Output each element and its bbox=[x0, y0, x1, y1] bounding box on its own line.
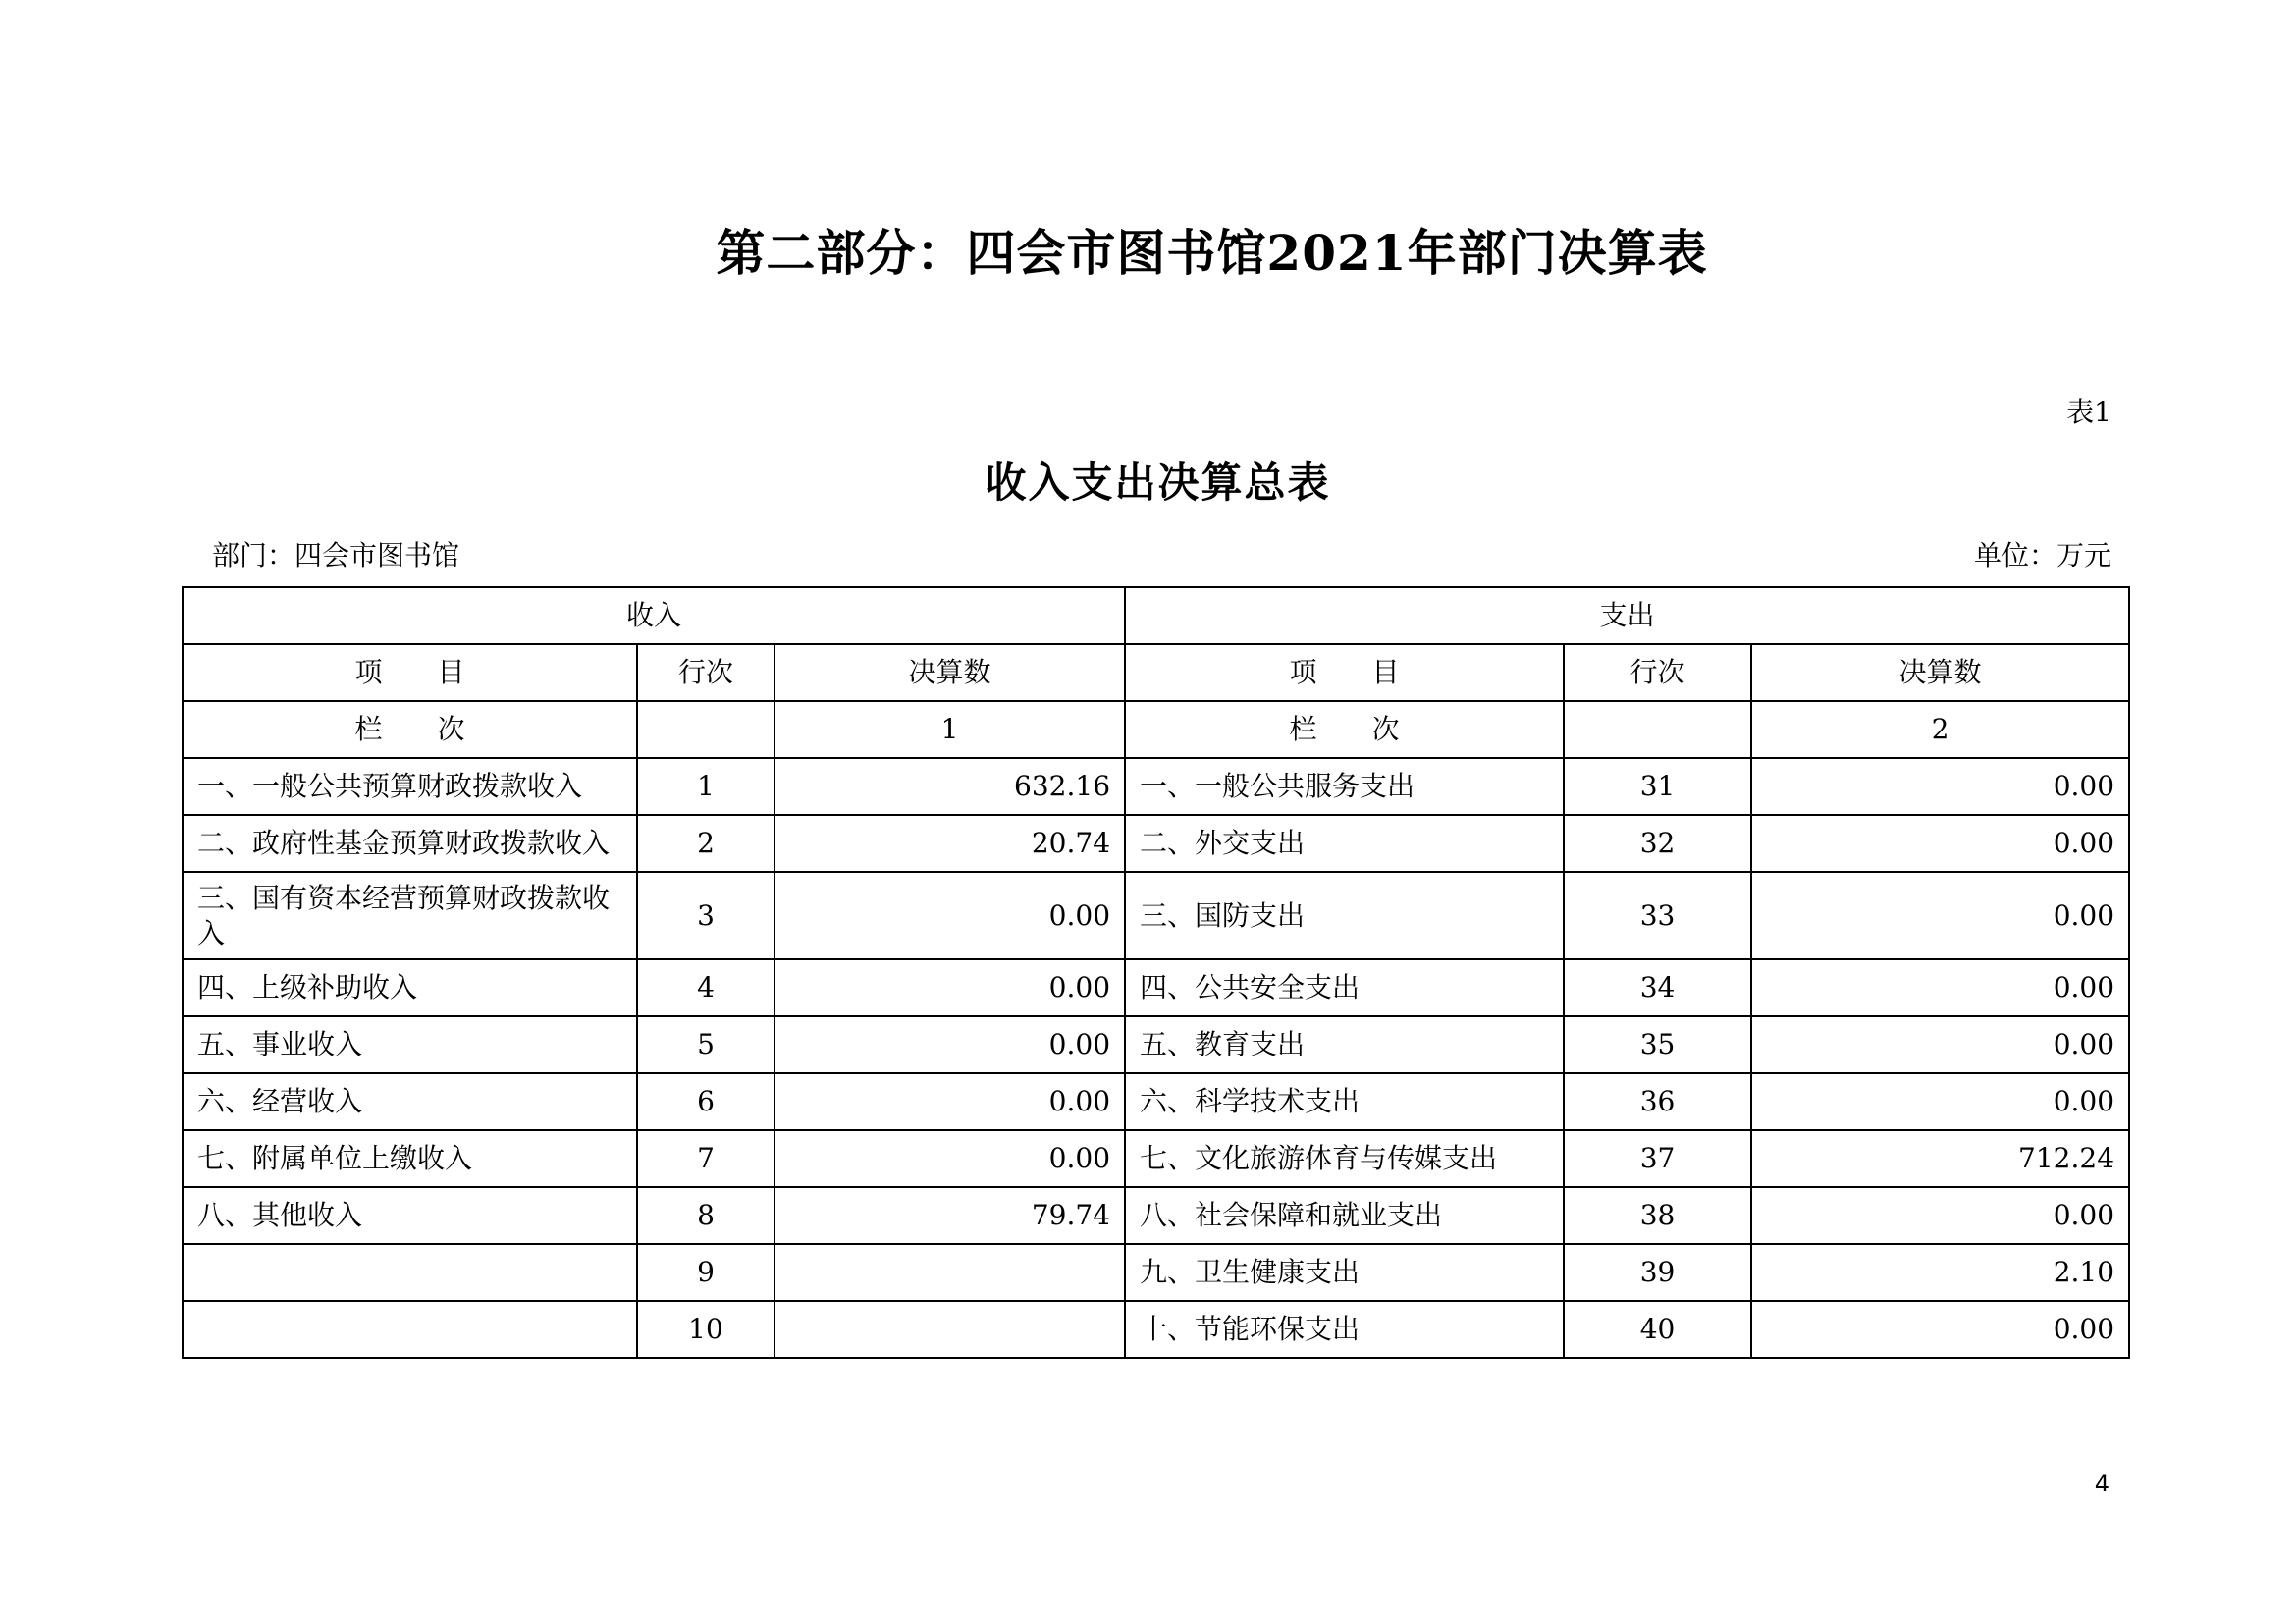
income-column-index-label: 栏 次 bbox=[183, 701, 637, 758]
income-column-index: 1 bbox=[774, 701, 1125, 758]
income-amount: 79.74 bbox=[774, 1187, 1125, 1244]
expense-item: 三、国防支出 bbox=[1125, 872, 1564, 959]
expense-row-number: 39 bbox=[1564, 1244, 1751, 1301]
income-item: 五、事业收入 bbox=[183, 1016, 637, 1073]
table-title: 收入支出决算总表 bbox=[985, 459, 1331, 507]
expense-row-number: 34 bbox=[1564, 959, 1751, 1016]
income-row-number: 1 bbox=[637, 758, 774, 815]
income-amount: 0.00 bbox=[774, 1130, 1125, 1187]
unit-label: 单位：万元 bbox=[1973, 539, 2111, 571]
table-row bbox=[183, 1187, 2129, 1244]
income-row-header: 行次 bbox=[637, 644, 774, 701]
table-row bbox=[183, 1130, 2129, 1187]
income-amount bbox=[774, 1244, 1125, 1301]
expense-section-header: 支出 bbox=[1125, 587, 2129, 644]
expense-column-index: 2 bbox=[1751, 701, 2129, 758]
expense-amount: 2.10 bbox=[1751, 1244, 2129, 1301]
income-row-number: 3 bbox=[637, 872, 774, 959]
expense-amount: 0.00 bbox=[1751, 959, 2129, 1016]
income-amount: 0.00 bbox=[774, 1016, 1125, 1073]
table-row bbox=[183, 1016, 2129, 1073]
expense-row-number: 36 bbox=[1564, 1073, 1751, 1130]
expense-row-number: 33 bbox=[1564, 872, 1751, 959]
page-title: 第二部分：四会市图书馆2021年部门决算表 bbox=[716, 224, 1708, 282]
expense-row-number: 38 bbox=[1564, 1187, 1751, 1244]
page-number: 4 bbox=[2094, 1470, 2109, 1497]
expense-column-index-empty bbox=[1564, 701, 1751, 758]
table-row bbox=[183, 1073, 2129, 1130]
section-header-row bbox=[183, 587, 2129, 644]
expense-item: 九、卫生健康支出 bbox=[1125, 1244, 1564, 1301]
expense-item: 十、节能环保支出 bbox=[1125, 1301, 1564, 1358]
table-number: 表1 bbox=[2066, 396, 2111, 428]
income-item: 一、一般公共预算财政拨款收入 bbox=[183, 758, 637, 815]
expense-amount: 0.00 bbox=[1751, 815, 2129, 872]
table-row bbox=[183, 959, 2129, 1016]
income-amount bbox=[774, 1301, 1125, 1358]
table-row bbox=[183, 758, 2129, 815]
column-header-row bbox=[183, 644, 2129, 701]
income-amount: 0.00 bbox=[774, 1073, 1125, 1130]
expense-item: 一、一般公共服务支出 bbox=[1125, 758, 1564, 815]
expense-amount: 0.00 bbox=[1751, 1187, 2129, 1244]
department-label: 部门：四会市图书馆 bbox=[212, 539, 460, 571]
table-row bbox=[183, 815, 2129, 872]
income-item: 八、其他收入 bbox=[183, 1187, 637, 1244]
income-row-number: 7 bbox=[637, 1130, 774, 1187]
expense-item: 七、文化旅游体育与传媒支出 bbox=[1125, 1130, 1564, 1187]
income-section-header: 收入 bbox=[183, 587, 1125, 644]
table-row bbox=[183, 1301, 2129, 1358]
expense-amount: 0.00 bbox=[1751, 758, 2129, 815]
expense-row-number: 40 bbox=[1564, 1301, 1751, 1358]
expense-item: 五、教育支出 bbox=[1125, 1016, 1564, 1073]
income-item: 四、上级补助收入 bbox=[183, 959, 637, 1016]
income-item: 七、附属单位上缴收入 bbox=[183, 1130, 637, 1187]
income-row-number: 4 bbox=[637, 959, 774, 1016]
expense-row-number: 31 bbox=[1564, 758, 1751, 815]
expense-item: 六、科学技术支出 bbox=[1125, 1073, 1564, 1130]
income-row-number: 8 bbox=[637, 1187, 774, 1244]
income-item-header: 项 目 bbox=[183, 644, 637, 701]
expense-amount-header: 决算数 bbox=[1751, 644, 2129, 701]
expense-row-number: 35 bbox=[1564, 1016, 1751, 1073]
income-amount: 0.00 bbox=[774, 959, 1125, 1016]
income-expense-summary-table bbox=[182, 586, 2130, 1359]
income-item: 三、国有资本经营预算财政拨款收入 bbox=[183, 872, 637, 959]
expense-item: 四、公共安全支出 bbox=[1125, 959, 1564, 1016]
table-row bbox=[183, 1244, 2129, 1301]
expense-amount: 712.24 bbox=[1751, 1130, 2129, 1187]
income-item: 二、政府性基金预算财政拨款收入 bbox=[183, 815, 637, 872]
expense-row-header: 行次 bbox=[1564, 644, 1751, 701]
expense-row-number: 37 bbox=[1564, 1130, 1751, 1187]
income-amount-header: 决算数 bbox=[774, 644, 1125, 701]
expense-amount: 0.00 bbox=[1751, 1301, 2129, 1358]
expense-item: 八、社会保障和就业支出 bbox=[1125, 1187, 1564, 1244]
income-column-index-empty bbox=[637, 701, 774, 758]
income-amount: 632.16 bbox=[774, 758, 1125, 815]
income-row-number: 5 bbox=[637, 1016, 774, 1073]
expense-row-number: 32 bbox=[1564, 815, 1751, 872]
expense-item: 二、外交支出 bbox=[1125, 815, 1564, 872]
expense-amount: 0.00 bbox=[1751, 1073, 2129, 1130]
income-item: 六、经营收入 bbox=[183, 1073, 637, 1130]
expense-amount: 0.00 bbox=[1751, 1016, 2129, 1073]
table-row bbox=[183, 872, 2129, 959]
expense-amount: 0.00 bbox=[1751, 872, 2129, 959]
expense-column-index-label: 栏 次 bbox=[1125, 701, 1564, 758]
income-row-number: 6 bbox=[637, 1073, 774, 1130]
income-row-number: 2 bbox=[637, 815, 774, 872]
income-row-number: 10 bbox=[637, 1301, 774, 1358]
income-item bbox=[183, 1244, 637, 1301]
column-index-row bbox=[183, 701, 2129, 758]
income-item bbox=[183, 1301, 637, 1358]
income-amount: 20.74 bbox=[774, 815, 1125, 872]
income-amount: 0.00 bbox=[774, 872, 1125, 959]
expense-item-header: 项 目 bbox=[1125, 644, 1564, 701]
income-row-number: 9 bbox=[637, 1244, 774, 1301]
